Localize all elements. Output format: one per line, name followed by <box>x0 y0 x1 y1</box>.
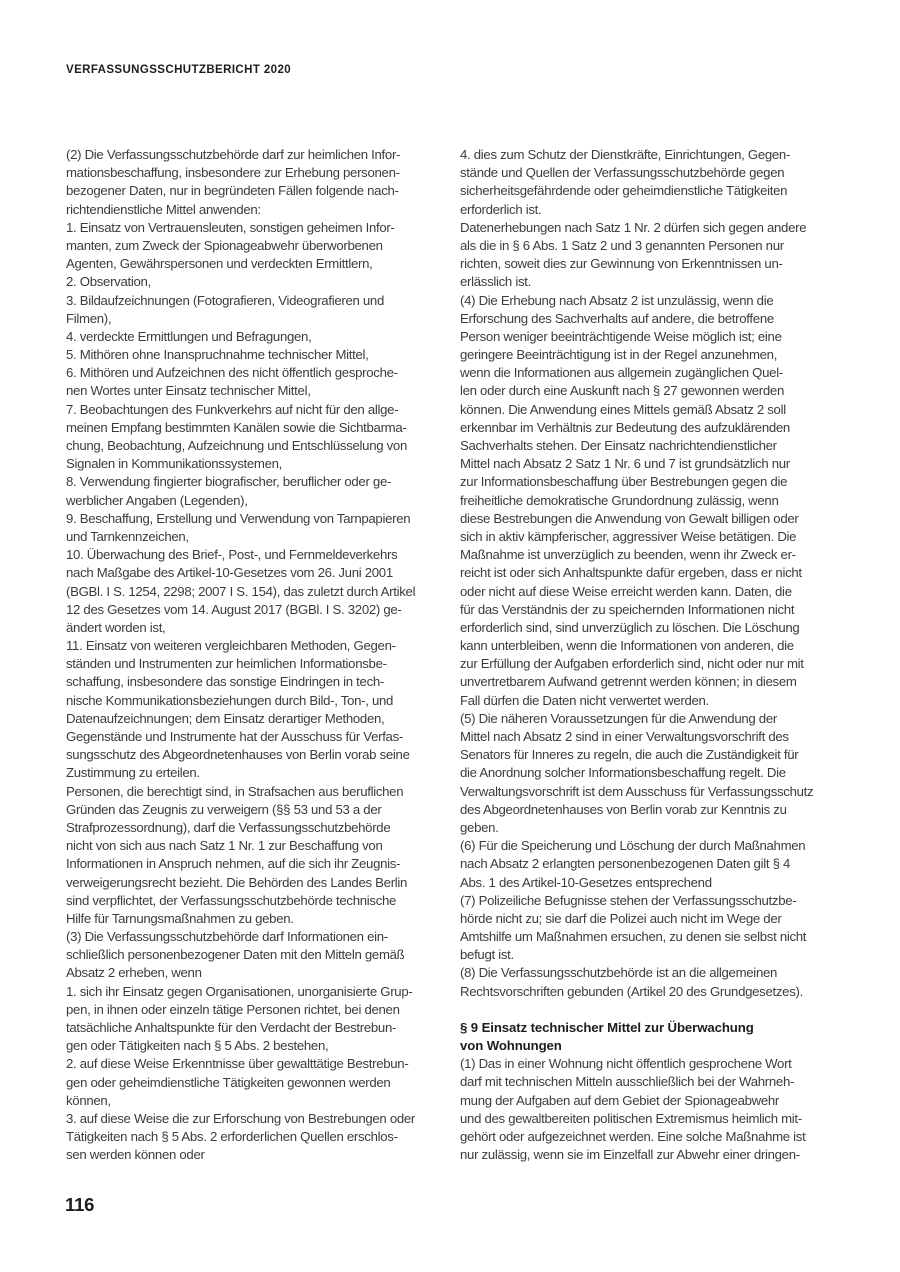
text-line: 12 des Gesetzes vom 14. August 2017 (BGBl. I S. 3202) ge- <box>66 601 402 617</box>
text-line: hörde nicht zu; sie darf die Polizei auch nicht im Wege der <box>460 910 782 926</box>
text-line: mung der Aufgaben auf dem Gebiet der Spionageabwehr <box>460 1092 780 1108</box>
text-line: 10. Überwachung des Brief-, Post-, und Fernmeldeverkehrs <box>66 547 398 563</box>
text-line: verweigerungsrecht bezieht. Die Behörden des Landes Berlin <box>66 874 408 890</box>
text-line: schließlich personenbezogener Daten mit den Mitteln gemäß <box>66 947 405 963</box>
text-line: (3) Die Verfassungsschutzbehörde darf Informationen ein- <box>66 929 388 945</box>
text-line: erlässlich ist. <box>460 274 531 290</box>
text-line: 2. Observation, <box>66 274 151 290</box>
text-line: (5) Die näheren Voraussetzungen für die Anwendung der <box>460 710 777 726</box>
text-line: geringere Beeinträchtigung ist in der Regel anzunehmen, <box>460 347 778 363</box>
text-line: sen werden können oder <box>66 1147 205 1163</box>
text-line: richten, soweit dies zur Gewinnung von Erkenntnissen un- <box>460 256 783 272</box>
text-line: Senators für Inneres zu regeln, die auch die Zuständigkeit für <box>460 747 799 763</box>
text-line: pen, in ihnen oder einzeln tätige Personen richtet, bei denen <box>66 1001 400 1017</box>
text-line: nach Absatz 2 erlangten personenbezogenen Daten gilt § 4 <box>460 856 790 872</box>
text-line: erforderlich sind, sind unverzüglich zu löschen. Die Löschung <box>460 619 800 635</box>
text-line: reicht ist oder sich Anhaltspunkte dafür ergeben, dass er nicht <box>460 565 802 581</box>
text-line: als die in § 6 Abs. 1 Satz 2 und 3 genannten Personen nur <box>460 237 784 253</box>
text-line: sungsschutz des Abgeordnetenhauses von Berlin vorab seine <box>66 747 410 763</box>
text-line: Agenten, Gewährspersonen und verdeckten Ermittlern, <box>66 256 373 272</box>
text-line: des Abgeordnetenhauses von Berlin vorab zur Kenntnis zu <box>460 801 787 817</box>
text-line: für das Verständnis der zu speichernden Informationen nicht <box>460 601 795 617</box>
text-line: wenn die Informationen aus allgemein zugänglichen Quel- <box>460 365 783 381</box>
text-line: Amtshilfe um Maßnahmen ersuchen, zu denen sie selbst nicht <box>460 929 807 945</box>
text-line: 5. Mithören ohne Inanspruchnahme technischer Mittel, <box>66 347 369 363</box>
text-line: Erforschung des Sachverhalts auf andere, die betroffene <box>460 310 774 326</box>
text-line: 3. auf diese Weise die zur Erforschung von Bestrebungen oder <box>66 1110 416 1126</box>
text-line: Mittel nach Absatz 2 sind in einer Verwaltungsvorschrift des <box>460 729 789 744</box>
text-line: 2. auf diese Weise Erkenntnisse über gewalttätige Bestrebun- <box>66 1056 409 1072</box>
text-line: (1) Das in einer Wohnung nicht öffentlich gesprochene Wort <box>460 1056 792 1072</box>
text-line: geben. <box>460 819 499 835</box>
text-line: gen oder geheimdienstliche Tätigkeiten gewonnen werden <box>66 1074 391 1090</box>
text-line: zur Erfüllung der Aufgaben erforderlich sind, nicht oder nur mit <box>460 656 804 672</box>
text-line: Signalen in Kommunikationssystemen, <box>66 456 282 472</box>
text-line: stände und Quellen der Verfassungsschutzbehörde gegen <box>460 165 785 181</box>
text-columns <box>66 146 836 1165</box>
text-line: unvertretbarem Aufwand getrennt werden können; in diesem <box>460 674 797 690</box>
text-line: richtendienstliche Mittel anwenden: <box>66 201 261 217</box>
text-line: Abs. 1 des Artikel-10-Gesetzes entsprechend <box>460 874 712 890</box>
text-line: meinen Empfang bestimmten Kanälen sowie die Sichtbarma- <box>66 419 407 435</box>
text-line: oder nicht auf diese Weise erreicht werden kann. Daten, die <box>460 583 792 599</box>
text-line: werblicher Angaben (Legenden), <box>66 492 248 508</box>
text-line: diese Bestrebungen die Anwendung von Gewalt billigen oder <box>460 510 799 526</box>
text-line: nicht von sich aus nach Satz 1 Nr. 1 zur Beschaffung von <box>66 838 383 854</box>
text-line: 7. Beobachtungen des Funkverkehrs auf nicht für den allge- <box>66 401 399 417</box>
text-line: Rechtsvorschriften gebunden (Artikel 20 des Grundgesetzes). <box>460 983 803 999</box>
text-line: 1. sich ihr Einsatz gegen Organisationen, unorganisierte Grup- <box>66 983 413 999</box>
text-line: ständen und Instrumenten zur heimlichen Informationsbe- <box>66 656 387 672</box>
text-line: mationsbeschaffung, insbesondere zur Erhebung personen- <box>66 165 400 181</box>
text-line: Gründen das Zeugnis zu verweigern (§§ 53 und 53 a der <box>66 801 382 817</box>
text-line: (7) Polizeiliche Befugnisse stehen der Verfassungsschutzbe- <box>460 892 797 908</box>
text-line: nen Wortes unter Einsatz technischer Mittel, <box>66 383 311 399</box>
text-line: 4. dies zum Schutz der Dienstkräfte, Einrichtungen, Gegen- <box>460 147 791 162</box>
text-line: gehört oder aufgezeichnet werden. Eine solche Maßnahme ist <box>460 1128 806 1144</box>
text-line: Person weniger beeinträchtigende Weise möglich ist; eine <box>460 328 782 344</box>
text-line: nische Kommunikationsbeziehungen durch Bild-, Ton-, und <box>66 692 394 708</box>
text-line: (2) Die Verfassungsschutzbehörde darf zur heimlichen Infor- <box>66 147 401 162</box>
text-line: chung, Beobachtung, Aufzeichnung und Entschlüsselung von <box>66 438 407 453</box>
text-line: Fall dürfen die Daten nicht verwertet werden. <box>460 692 709 708</box>
text-line: (4) Die Erhebung nach Absatz 2 ist unzulässig, wenn die <box>460 292 774 308</box>
text-line: 11. Einsatz von weiteren vergleichbaren Methoden, Gegen- <box>66 638 396 654</box>
text-line: tatsächliche Anhaltspunkte für den Verdacht der Bestrebun- <box>66 1020 397 1035</box>
text-line: Datenaufzeichnungen; dem Einsatz derartiger Methoden, <box>66 710 385 726</box>
text-line: Gegenstände und Instrumente hat der Ausschuss für Verfas- <box>66 729 403 744</box>
text-line: sicherheitsgefährdende oder geheimdienstliche Tätigkeiten <box>460 183 788 199</box>
text-line: § 9 Einsatz technischer Mittel zur Überwachung <box>460 1019 754 1035</box>
text-line: Datenerhebungen nach Satz 1 Nr. 2 dürfen sich gegen andere <box>460 219 807 235</box>
text-line: (BGBl. I S. 1254, 2298; 2007 I S. 154), das zuletzt durch Artikel <box>66 583 416 599</box>
text-line: nur zulässig, wenn sie im Einzelfall zur Abwehr einer dringen- <box>460 1147 800 1163</box>
text-line: len oder durch eine Auskunft nach § 27 gewonnen werden <box>460 383 784 399</box>
text-line: Sachverhalts stehen. Der Einsatz nachrichtendienstlicher <box>460 438 777 453</box>
text-line: von Wohnungen <box>460 1038 562 1053</box>
page-number: 116 <box>65 1194 95 1215</box>
text-line: ändert worden ist, <box>66 619 166 635</box>
left-column <box>66 146 442 1165</box>
text-line: können, <box>66 1092 111 1108</box>
text-line: nach Maßgabe des Artikel-10-Gesetzes vom 26. Juni 2001 <box>66 565 393 581</box>
text-line: manten, zum Zweck der Spionageabwehr überworbenen <box>66 237 383 253</box>
text-line: 8. Verwendung fingierter biografischer, beruflicher oder ge- <box>66 474 392 490</box>
text-line: zur Informationsbeschaffung über Bestrebungen gegen die <box>460 474 788 490</box>
text-line: freiheitliche demokratische Grundordnung zulässig, wenn <box>460 492 779 508</box>
text-line: darf mit technischen Mitteln ausschließlich bei der Wahrneh- <box>460 1074 795 1090</box>
text-line: 9. Beschaffung, Erstellung und Verwendung von Tarnpapieren <box>66 510 411 526</box>
text-line: 1. Einsatz von Vertrauensleuten, sonstigen geheimen Infor- <box>66 219 395 235</box>
right-column-body-2 <box>460 1055 836 1164</box>
text-line: kann unterbleiben, wenn die Informationen von anderen, die <box>460 638 794 654</box>
text-line: und des gewaltbereiten politischen Extremismus heimlich mit- <box>460 1110 802 1126</box>
text-line: Filmen), <box>66 310 112 326</box>
text-line: Personen, die berechtigt sind, in Strafsachen aus beruflichen <box>66 783 404 799</box>
text-line: 4. verdeckte Ermittlungen und Befragungen, <box>66 328 312 344</box>
text-line: Maßnahme ist unverzüglich zu beenden, wenn ihr Zweck er- <box>460 547 796 563</box>
text-line: Hilfe für Tarnungsmaßnahmen zu geben. <box>66 910 294 926</box>
text-line: Zustimmung zu erteilen. <box>66 765 200 781</box>
text-line: (6) Für die Speicherung und Löschung der durch Maßnahmen <box>460 838 806 854</box>
text-line: (8) Die Verfassungsschutzbehörde ist an die allgemeinen <box>460 965 778 981</box>
text-line: erforderlich ist. <box>460 201 542 217</box>
text-line: Verwaltungsvorschrift ist dem Ausschuss für Verfassungsschutz <box>460 783 814 799</box>
section-heading <box>460 1019 836 1055</box>
text-line: erkennbar im Verhältnis zur Bedeutung des aufzuklärenden <box>460 419 790 435</box>
text-line: Informationen in Anspruch nehmen, auf die sich ihr Zeugnis- <box>66 856 401 872</box>
text-line: sich in aktiv kämpferischer, aggressiver Weise betätigen. Die <box>460 528 797 544</box>
text-line: Strafprozessordnung), darf die Verfassungsschutzbehörde <box>66 819 391 835</box>
text-line: befugt ist. <box>460 947 514 963</box>
text-line: 6. Mithören und Aufzeichnen des nicht öffentlich gesproche- <box>66 365 398 381</box>
text-line: sind verpflichtet, der Verfassungsschutzbehörde technische <box>66 892 397 908</box>
text-line: bezogener Daten, nur in begründeten Fällen folgende nach- <box>66 183 399 199</box>
right-column <box>460 146 836 1165</box>
text-line: schaffung, insbesondere das sonstige Eindringen in tech- <box>66 674 384 690</box>
text-line: Tätigkeiten nach § 5 Abs. 2 erforderlichen Quellen erschlos- <box>66 1129 398 1145</box>
report-header: VERFASSUNGSSCHUTZBERICHT 2020 <box>66 64 292 76</box>
text-line: 3. Bildaufzeichnungen (Fotografieren, Videografieren und <box>66 292 385 308</box>
text-line: und Tarnkennzeichen, <box>66 528 189 544</box>
text-line: die Anordnung solcher Informationsbeschaffung regelt. Die <box>460 765 786 781</box>
text-line: Mittel nach Absatz 2 Satz 1 Nr. 6 und 7 ist grundsätzlich nur <box>460 456 790 472</box>
text-line: Absatz 2 erheben, wenn <box>66 965 202 981</box>
text-line: gen oder Tätigkeiten nach § 5 Abs. 2 bestehen, <box>66 1038 329 1054</box>
right-column-body-1 <box>460 146 836 1001</box>
text-line: können. Die Anwendung eines Mittels gemäß Absatz 2 soll <box>460 401 786 417</box>
